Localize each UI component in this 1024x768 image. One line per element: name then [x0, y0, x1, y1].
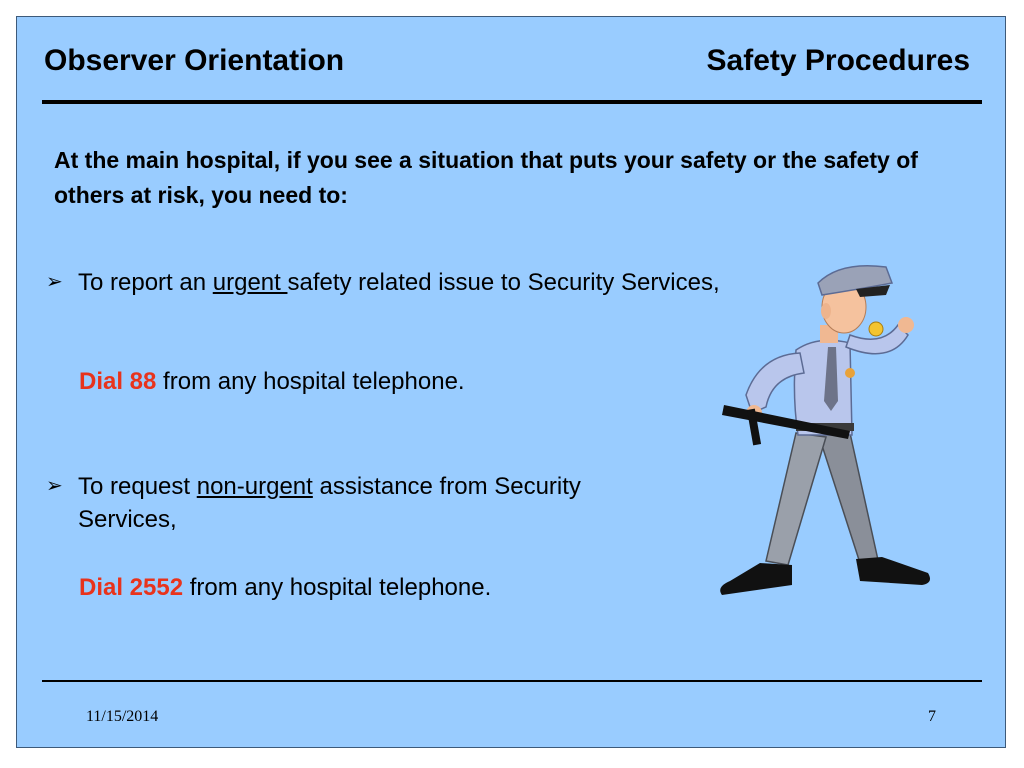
bullet-non-urgent-before: To request: [78, 473, 197, 500]
bullet-urgent-after: safety related issue to Security Services,: [287, 269, 720, 296]
header-divider: [42, 100, 982, 104]
bullet-non-urgent: [46, 470, 686, 536]
bullet-urgent-before: To report an: [78, 269, 213, 296]
dial-non-urgent-suffix: from any hospital telephone.: [183, 574, 492, 601]
dial-urgent-line: [79, 368, 465, 396]
intro-text: At the main hospital, if you see a situation that puts your safety or the safety of others at risk, you need to:: [54, 147, 918, 208]
dial-urgent-number: Dial 88: [79, 368, 157, 395]
bullet-urgent-text: [78, 266, 746, 299]
footer-date: 11/15/2014: [86, 708, 159, 725]
non-urgent-emphasis: non-urgent: [196, 473, 313, 500]
arrow-bullet-icon: ➢: [46, 271, 63, 293]
slide-title: Observer Orientation: [44, 44, 345, 77]
dial-non-urgent-line: [79, 574, 491, 602]
page-number: 7: [928, 708, 936, 725]
footer-divider: [42, 680, 982, 682]
urgent-emphasis: urgent: [212, 269, 288, 296]
dial-urgent-suffix: from any hospital telephone.: [156, 368, 465, 395]
security-guard-illustration: [700, 255, 950, 605]
bullet-non-urgent-text: [78, 470, 686, 536]
arrow-bullet-icon: ➢: [46, 475, 63, 497]
dial-non-urgent-number: Dial 2552: [79, 574, 184, 601]
slide-section-title: Safety Procedures: [706, 44, 970, 77]
bullet-urgent: [46, 266, 746, 299]
bullet-non-urgent-after: assistance from Security Services,: [78, 473, 581, 533]
